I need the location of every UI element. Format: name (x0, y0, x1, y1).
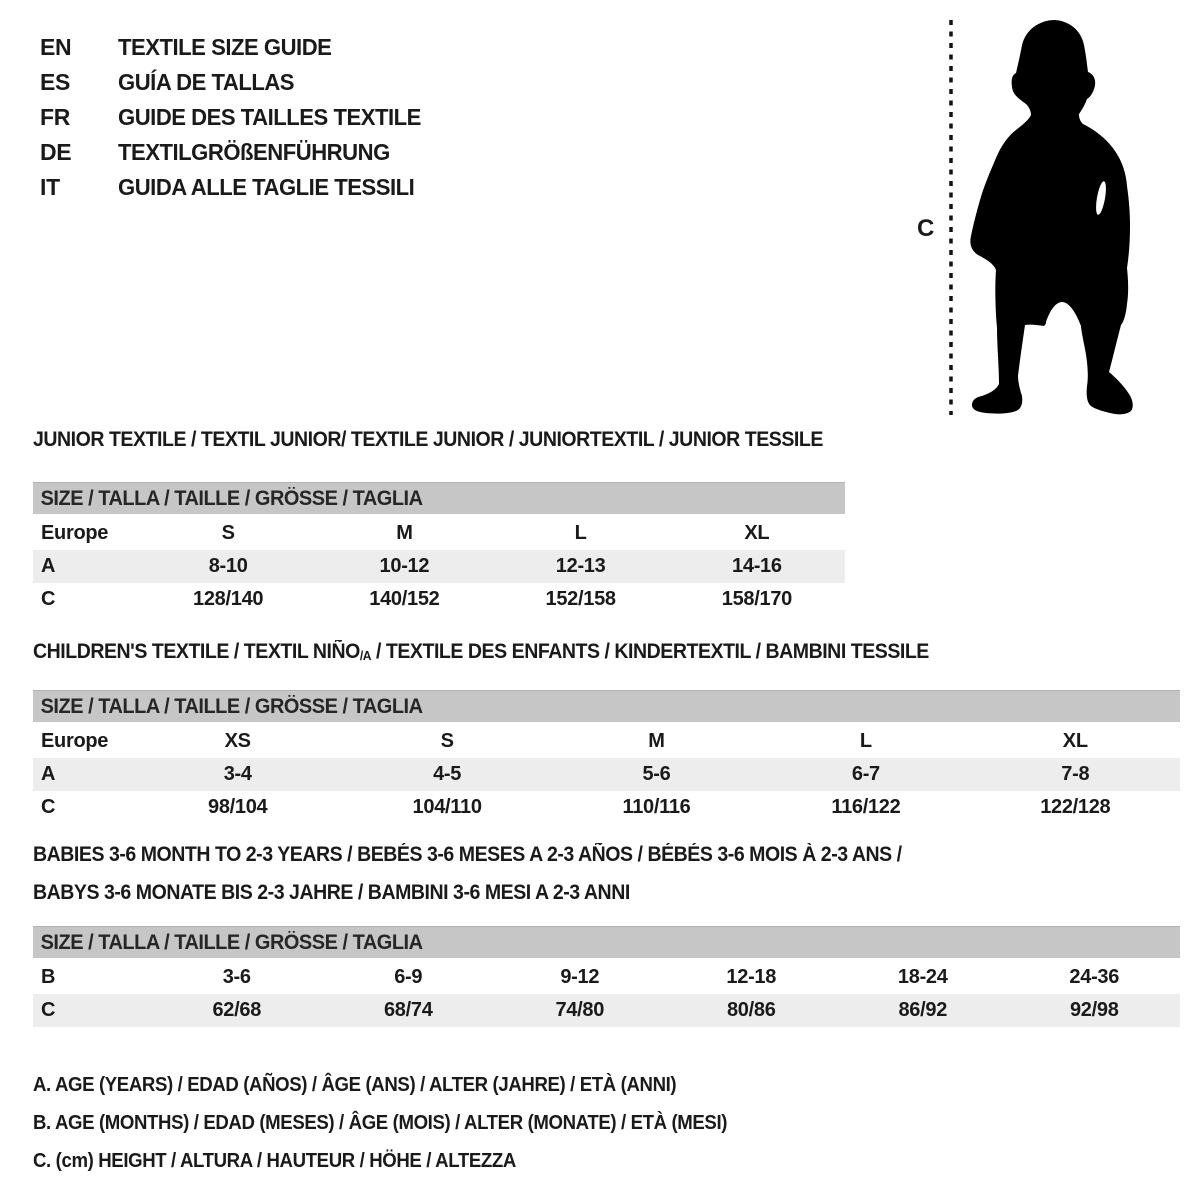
babies-height-value: 74/80 (555, 999, 605, 1021)
children-title-sub: /A (359, 648, 372, 663)
children-height-value: 116/122 (831, 796, 901, 818)
children-age-value: 7-8 (1061, 763, 1090, 785)
children-size-xs: XS (224, 730, 251, 752)
children-size-table (33, 690, 1180, 824)
lang-code-fr: FR (40, 104, 71, 130)
babies-title-line2-text: BABYS 3-6 MONATE BIS 2-3 JAHRE / BAMBINI 3-6 MESI A 2-3 ANNI (33, 881, 630, 904)
junior-size-s: S (221, 522, 235, 544)
junior-age-value: 12-13 (555, 555, 606, 577)
babies-months-row-label: B (41, 966, 56, 988)
children-title-post: / TEXTILE DES ENFANTS / KINDERTEXTIL / BAMBINI TESSILE (371, 640, 929, 663)
junior-region-label: Europe (41, 522, 109, 544)
junior-age-row (33, 550, 845, 583)
junior-age-value: 10-12 (379, 555, 430, 577)
babies-title-line1-text: BABIES 3-6 MONTH TO 2-3 YEARS / BEBÉS 3-6 MESES A 2-3 AÑOS / BÉBÉS 3-6 MOIS À 2-3 ANS / (33, 843, 902, 866)
children-size-xl: XL (1062, 730, 1088, 752)
junior-size-m: M (396, 522, 413, 544)
babies-months-value: 9-12 (560, 966, 600, 988)
babies-months-value: 18-24 (897, 966, 948, 988)
babies-size-table (33, 926, 1180, 1027)
lang-row-es (40, 65, 434, 100)
lang-code-en: EN (40, 34, 72, 60)
babies-height-value: 68/74 (383, 999, 433, 1021)
junior-height-value: 140/152 (369, 588, 440, 610)
babies-size-header-label: SIZE / TALLA / TAILLE / GRÖSSE / TAGLIA (40, 930, 423, 954)
junior-height-row-label: C (41, 588, 56, 610)
lang-row-it (40, 170, 434, 205)
junior-age-row-label: A (41, 555, 56, 577)
measurement-legend (33, 1066, 779, 1180)
children-height-value: 110/116 (622, 796, 691, 818)
children-size-l: L (859, 730, 872, 752)
children-height-value: 104/110 (412, 796, 482, 818)
lang-code-de: DE (40, 139, 72, 165)
junior-age-value: 14-16 (732, 555, 782, 577)
babies-section-title-line2 (33, 881, 630, 905)
babies-height-row-label: C (41, 999, 56, 1021)
babies-months-value: 12-18 (726, 966, 777, 988)
children-age-row-label: A (41, 763, 56, 785)
children-title-pre: CHILDREN'S TEXTILE / TEXTIL NIÑO (33, 640, 360, 663)
junior-size-l: L (574, 522, 587, 544)
legend-line-c: C. (cm) HEIGHT / ALTURA / HAUTEUR / HÖHE / ALTEZZA (33, 1149, 516, 1172)
lang-code-es: ES (40, 69, 71, 95)
lang-title-it: GUIDA ALLE TAGLIE TESSILI (118, 174, 415, 200)
children-age-value: 4-5 (433, 763, 462, 785)
legend-line-b: B. AGE (MONTHS) / EDAD (MESES) / ÂGE (MOIS) / ALTER (MONATE) / ETÀ (MESI) (33, 1111, 728, 1134)
children-size-m: M (648, 730, 665, 752)
children-height-row (33, 791, 1180, 824)
junior-height-value: 128/140 (193, 588, 264, 610)
junior-size-table (33, 482, 845, 616)
babies-months-value: 24-36 (1069, 966, 1120, 988)
babies-height-value: 86/92 (898, 999, 948, 1021)
children-section-title (33, 640, 929, 664)
lang-row-fr (40, 100, 434, 135)
children-sizes-row (33, 725, 1180, 758)
children-age-value: 5-6 (642, 763, 671, 785)
junior-section-title-text: JUNIOR TEXTILE / TEXTIL JUNIOR/ TEXTILE JUNIOR / JUNIORTEXTIL / JUNIOR TESSILE (33, 428, 823, 451)
babies-months-value: 6-9 (394, 966, 423, 988)
junior-size-xl: XL (744, 522, 770, 544)
children-age-value: 3-4 (223, 763, 252, 785)
junior-age-value: 8-10 (208, 555, 248, 577)
legend-line-a: A. AGE (YEARS) / EDAD (AÑOS) / ÂGE (ANS) / ALTER (JAHRE) / ETÀ (ANNI) (33, 1073, 677, 1096)
lang-code-it: IT (40, 174, 60, 200)
babies-height-value: 80/86 (726, 999, 776, 1021)
babies-months-row (33, 961, 1180, 994)
height-measure-label: C (917, 215, 935, 242)
junior-height-row (33, 583, 845, 616)
junior-sizes-row (33, 517, 845, 550)
lang-row-en (40, 30, 434, 65)
junior-height-value: 158/170 (721, 588, 792, 610)
babies-table-header (33, 926, 1180, 958)
babies-section-title-line1 (33, 843, 902, 867)
children-size-s: S (440, 730, 454, 752)
children-region-label: Europe (41, 730, 109, 752)
children-height-row-label: C (41, 796, 56, 818)
children-age-row (33, 758, 1180, 791)
babies-height-value: 92/98 (1069, 999, 1119, 1021)
lang-title-es: GUÍA DE TALLAS (118, 69, 295, 95)
language-title-list (40, 30, 434, 205)
junior-height-value: 152/158 (545, 588, 616, 610)
children-height-value: 122/128 (1040, 796, 1111, 818)
babies-height-value: 62/68 (212, 999, 262, 1021)
junior-table-header (33, 482, 845, 514)
lang-title-de: TEXTILGRÖßENFÜHRUNG (118, 139, 390, 165)
babies-months-value: 3-6 (222, 966, 251, 988)
junior-section-title (33, 428, 823, 452)
junior-size-header-label: SIZE / TALLA / TAILLE / GRÖSSE / TAGLIA (40, 486, 423, 510)
lang-row-de (40, 135, 434, 170)
lang-title-en: TEXTILE SIZE GUIDE (118, 34, 332, 60)
babies-height-row (33, 994, 1180, 1027)
children-age-value: 6-7 (851, 763, 880, 785)
lang-title-fr: GUIDE DES TAILLES TEXTILE (118, 104, 421, 130)
toddler-silhouette-icon (940, 14, 1140, 422)
children-height-value: 98/104 (208, 796, 268, 818)
children-size-header-label: SIZE / TALLA / TAILLE / GRÖSSE / TAGLIA (40, 694, 423, 718)
children-table-header (33, 690, 1180, 722)
